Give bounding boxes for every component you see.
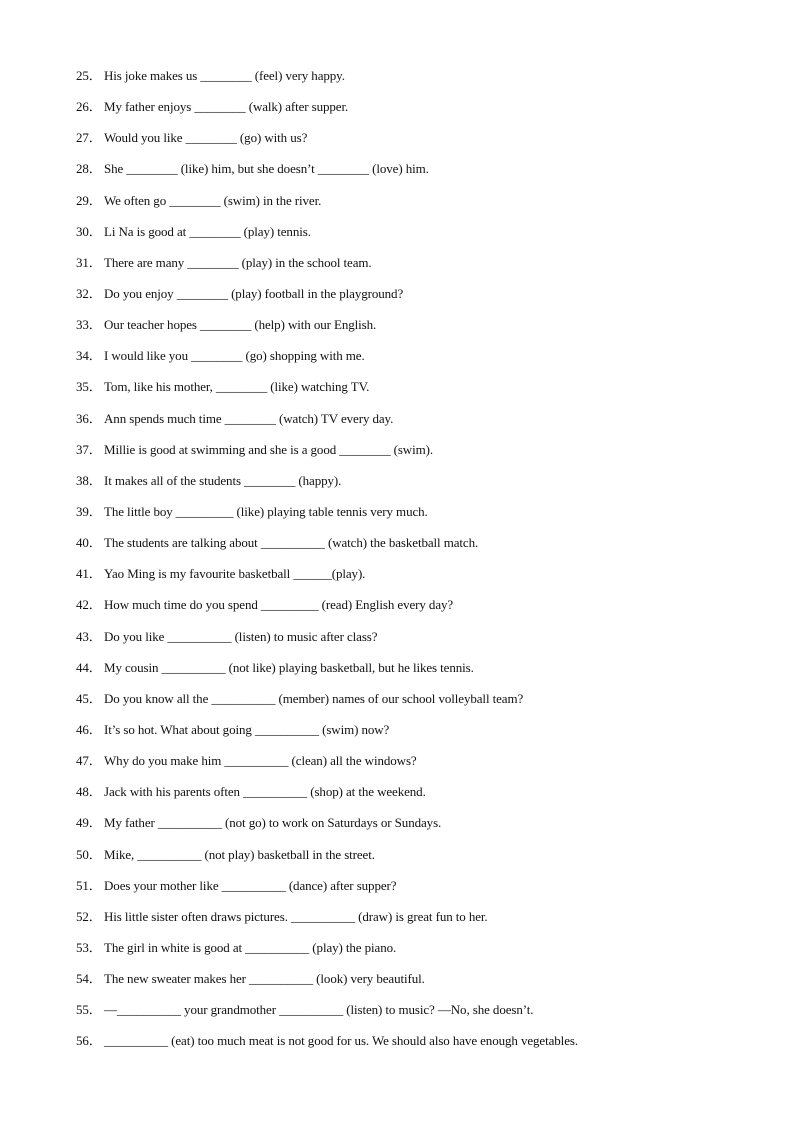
question-text: It makes all of the students ________ (happy).	[104, 472, 342, 488]
question-item	[76, 564, 756, 595]
question-item	[76, 627, 756, 658]
question-item	[76, 969, 756, 1000]
question-text: Do you enjoy ________ (play) football in the playground?	[104, 285, 404, 301]
question-number: 49．	[76, 815, 102, 831]
question-text: How much time do you spend _________ (read) English every day?	[104, 597, 454, 613]
question-item	[76, 502, 756, 533]
question-number: 55．	[76, 1002, 102, 1018]
question-text: We often go ________ (swim) in the river.	[104, 192, 322, 208]
question-number: 45．	[76, 690, 102, 706]
question-item	[76, 595, 756, 626]
question-text: My cousin __________ (not like) playing basketball, but he likes tennis.	[104, 659, 474, 675]
question-item	[76, 284, 756, 315]
question-text: Do you know all the __________ (member) names of our school volleyball team?	[104, 690, 524, 706]
question-number: 31．	[76, 254, 102, 270]
question-item	[76, 440, 756, 471]
question-item	[76, 128, 756, 159]
question-item	[76, 782, 756, 813]
question-text: His little sister often draws pictures. __________ (draw) is great fun to her.	[104, 908, 488, 924]
question-item	[76, 471, 756, 502]
question-text: Why do you make him __________ (clean) all the windows?	[104, 753, 417, 769]
question-number: 36．	[76, 410, 102, 426]
question-number: 25．	[76, 68, 102, 83]
question-item	[76, 222, 756, 253]
question-number: 44．	[76, 659, 102, 675]
question-number: 26．	[76, 99, 102, 115]
question-item	[76, 377, 756, 408]
question-item	[76, 751, 756, 782]
question-text: Jack with his parents often __________ (shop) at the weekend.	[104, 784, 426, 800]
question-item	[76, 191, 756, 222]
question-text: She ________ (like) him, but she doesn’t ________ (love) him.	[104, 161, 429, 177]
question-item	[76, 845, 756, 876]
question-text: The little boy _________ (like) playing table tennis very much.	[104, 503, 428, 519]
question-text: Yao Ming is my favourite basketball ______(play).	[104, 566, 366, 582]
question-text: Millie is good at swimming and she is a good ________ (swim).	[104, 441, 433, 457]
question-item	[76, 533, 756, 564]
question-number: 53．	[76, 939, 102, 955]
question-item	[76, 66, 756, 97]
question-item	[76, 1031, 756, 1062]
question-text: Mike, __________ (not play) basketball in the street.	[104, 846, 375, 862]
question-number: 27．	[76, 130, 102, 146]
question-list	[76, 66, 756, 1063]
question-text: __________ (eat) too much meat is not good for us. We should also have enough vegetables.	[104, 1033, 578, 1049]
question-text: Our teacher hopes ________ (help) with our English.	[104, 317, 377, 333]
question-number: 47．	[76, 753, 102, 769]
question-text: The students are talking about __________ (watch) the basketball match.	[104, 535, 479, 551]
question-item	[76, 689, 756, 720]
question-item	[76, 813, 756, 844]
question-text: The new sweater makes her __________ (look) very beautiful.	[104, 971, 425, 987]
question-number: 28．	[76, 161, 102, 177]
question-text: The girl in white is good at __________ (play) the piano.	[104, 939, 397, 955]
question-number: 54．	[76, 971, 102, 987]
question-number: 37．	[76, 441, 102, 457]
question-number: 52．	[76, 908, 102, 924]
question-text: My father __________ (not go) to work on Saturdays or Sundays.	[104, 815, 442, 831]
question-number: 42．	[76, 597, 102, 613]
question-number: 43．	[76, 628, 102, 644]
question-number: 51．	[76, 877, 102, 893]
question-item	[76, 97, 756, 128]
question-text: —__________ your grandmother __________ (listen) to music? —No, she doesn’t.	[104, 1002, 534, 1018]
question-number: 39．	[76, 503, 102, 519]
question-number: 38．	[76, 472, 102, 488]
question-number: 46．	[76, 721, 102, 737]
question-number: 35．	[76, 379, 102, 395]
question-item	[76, 409, 756, 440]
question-text: It’s so hot. What about going __________ (swim) now?	[104, 721, 390, 737]
question-item	[76, 315, 756, 346]
question-number: 29．	[76, 192, 102, 208]
question-text: Li Na is good at ________ (play) tennis.	[104, 223, 311, 239]
question-item	[76, 907, 756, 938]
question-text: Does your mother like __________ (dance) after supper?	[104, 877, 397, 893]
question-text: Tom, like his mother, ________ (like) watching TV.	[104, 379, 370, 395]
question-number: 33．	[76, 317, 102, 333]
question-number: 30．	[76, 223, 102, 239]
question-text: His joke makes us ________ (feel) very happy.	[104, 68, 345, 83]
question-text: My father enjoys ________ (walk) after supper.	[104, 99, 349, 115]
question-item	[76, 1000, 756, 1031]
question-item	[76, 346, 756, 377]
question-text: Would you like ________ (go) with us?	[104, 130, 308, 146]
question-item	[76, 159, 756, 190]
question-number: 40．	[76, 535, 102, 551]
question-text: Ann spends much time ________ (watch) TV every day.	[104, 410, 394, 426]
question-item	[76, 253, 756, 284]
question-number: 48．	[76, 784, 102, 800]
question-number: 56．	[76, 1033, 102, 1049]
question-text: There are many ________ (play) in the school team.	[104, 254, 372, 270]
question-number: 32．	[76, 285, 102, 301]
question-item	[76, 938, 756, 969]
question-number: 50．	[76, 846, 102, 862]
question-item	[76, 876, 756, 907]
question-item	[76, 720, 756, 751]
question-text: I would like you ________ (go) shopping with me.	[104, 348, 365, 364]
question-text: Do you like __________ (listen) to music after class?	[104, 628, 378, 644]
question-number: 34．	[76, 348, 102, 364]
question-item	[76, 658, 756, 689]
question-number: 41．	[76, 566, 102, 582]
